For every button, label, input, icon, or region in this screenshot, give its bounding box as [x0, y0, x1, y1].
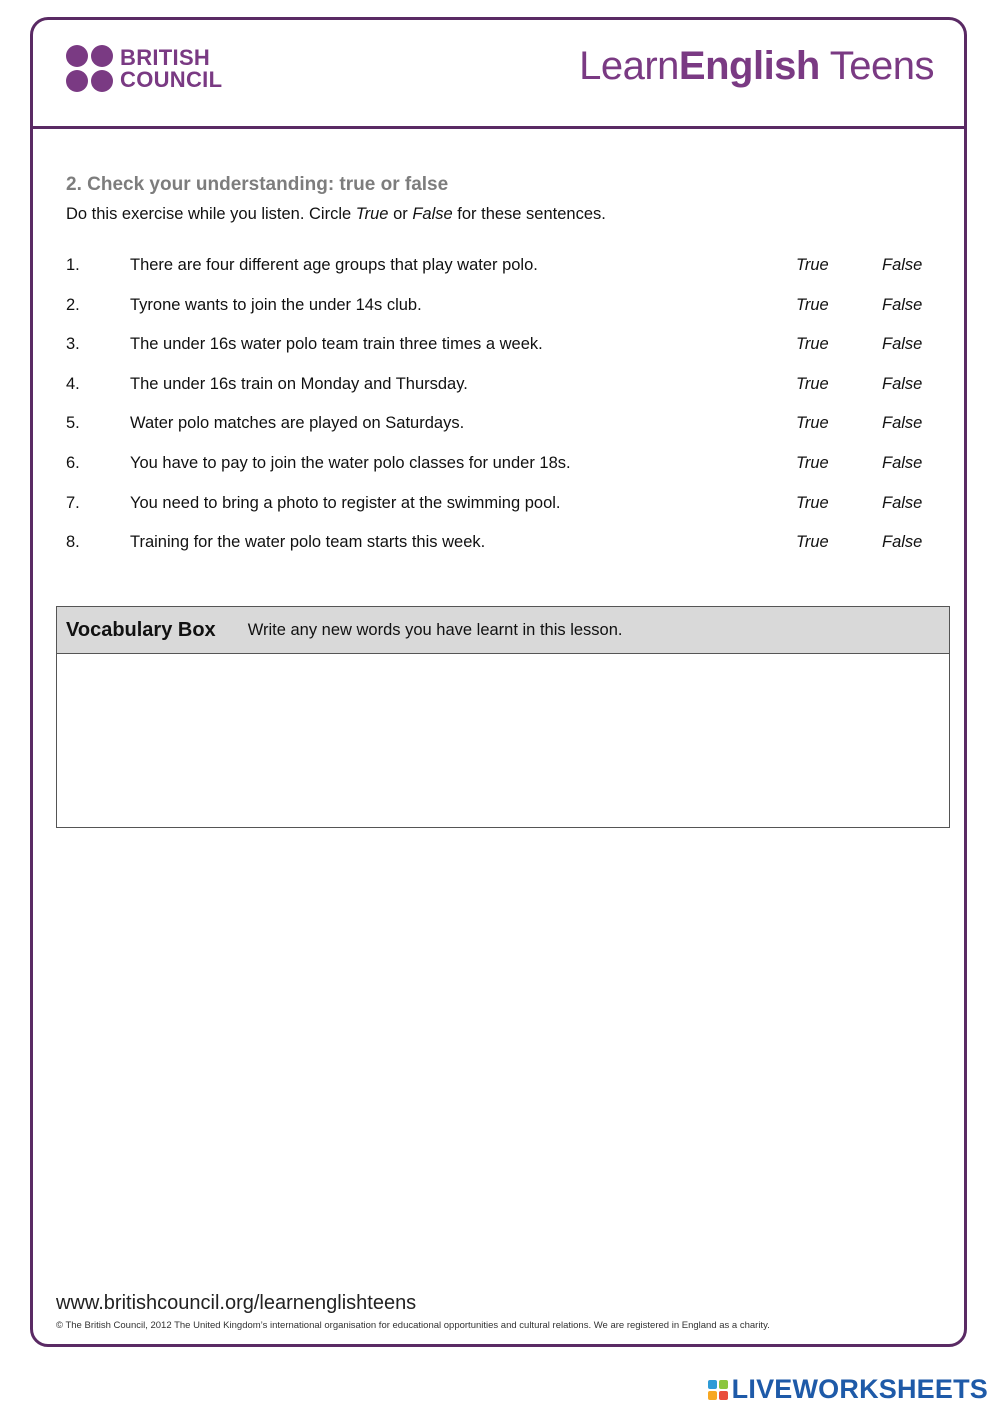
- answer-false-option[interactable]: False: [882, 374, 923, 393]
- vocabulary-writing-area[interactable]: [57, 654, 949, 828]
- question-row: [66, 256, 946, 296]
- exercise-instructions: [66, 205, 606, 224]
- instruction-true: True: [355, 205, 389, 223]
- logo-english: English: [678, 44, 820, 88]
- logo-teens: Teens: [819, 44, 934, 88]
- question-row: [66, 375, 946, 415]
- vocabulary-box-instruction: Write any new words you have learnt in this lesson.: [247, 620, 623, 639]
- instruction-text-mid: or: [388, 205, 413, 223]
- question-number: 5.: [66, 414, 80, 433]
- question-number: 3.: [66, 335, 80, 354]
- question-text: Water polo matches are played on Saturdays.: [130, 414, 465, 433]
- answer-false-option[interactable]: False: [882, 414, 923, 433]
- vocabulary-box: [56, 606, 950, 828]
- answer-true-option[interactable]: True: [796, 414, 829, 433]
- instruction-false: False: [412, 205, 453, 223]
- liveworksheets-logo: [708, 1374, 988, 1405]
- question-text: Training for the water polo team starts this week.: [130, 533, 486, 552]
- question-text: The under 16s water polo team train three times a week.: [130, 335, 543, 354]
- question-number: 4.: [66, 374, 80, 393]
- question-number: 8.: [66, 533, 80, 552]
- british-council-line1: BRITISH: [120, 45, 211, 70]
- question-row: [66, 533, 946, 573]
- instruction-text-pre: Do this exercise while you listen. Circle: [66, 205, 356, 223]
- question-text: Tyrone wants to join the under 14s club.: [130, 295, 422, 314]
- header-divider: [30, 126, 967, 129]
- question-row: [66, 335, 946, 375]
- question-text: There are four different age groups that play water polo.: [130, 256, 538, 274]
- footer-copyright: © The British Council, 2012 The United Kingdom’s international organisation for educational opportunities and cultural relations. We are registered in England as a charity.: [56, 1320, 770, 1331]
- answer-false-option[interactable]: False: [882, 453, 923, 472]
- answer-false-option[interactable]: False: [882, 533, 923, 552]
- question-row: [66, 296, 946, 336]
- answer-false-option[interactable]: False: [882, 493, 923, 512]
- question-text: You have to pay to join the water polo classes for under 18s.: [130, 453, 571, 472]
- british-council-logo: [66, 45, 222, 93]
- question-text: You need to bring a photo to register at the swimming pool.: [130, 493, 561, 512]
- question-number: 1.: [66, 256, 80, 274]
- british-council-dots-icon: [66, 45, 114, 93]
- answer-false-option[interactable]: False: [882, 335, 923, 354]
- logo-learn: Learn: [579, 44, 679, 88]
- vocabulary-box-title: Vocabulary Box: [66, 618, 216, 641]
- british-council-line2: COUNCIL: [120, 67, 223, 92]
- vocabulary-box-header: [57, 607, 949, 654]
- question-number: 2.: [66, 295, 80, 314]
- exercise-title: 2. Check your understanding: true or false: [66, 174, 449, 195]
- answer-true-option[interactable]: True: [796, 493, 829, 512]
- question-number: 7.: [66, 493, 80, 512]
- liveworksheets-icon: [708, 1380, 728, 1400]
- question-row: [66, 414, 946, 454]
- answer-true-option[interactable]: True: [796, 256, 829, 274]
- answer-true-option[interactable]: True: [796, 295, 829, 314]
- answer-true-option[interactable]: True: [796, 533, 829, 552]
- question-number: 6.: [66, 453, 80, 472]
- answer-true-option[interactable]: True: [796, 453, 829, 472]
- question-row: [66, 494, 946, 534]
- question-text: The under 16s train on Monday and Thursday.: [130, 374, 468, 393]
- answer-true-option[interactable]: True: [796, 374, 829, 393]
- footer-url: www.britishcouncil.org/learnenglishteens: [56, 1292, 417, 1314]
- answer-true-option[interactable]: True: [796, 335, 829, 354]
- instruction-text-post: for these sentences.: [452, 205, 606, 223]
- question-list: [66, 256, 946, 573]
- learnenglish-teens-logo: [579, 44, 934, 89]
- answer-false-option[interactable]: False: [882, 256, 923, 274]
- question-row: [66, 454, 946, 494]
- answer-false-option[interactable]: False: [882, 295, 923, 314]
- liveworksheets-wordmark: LIVEWORKSHEETS: [731, 1374, 988, 1404]
